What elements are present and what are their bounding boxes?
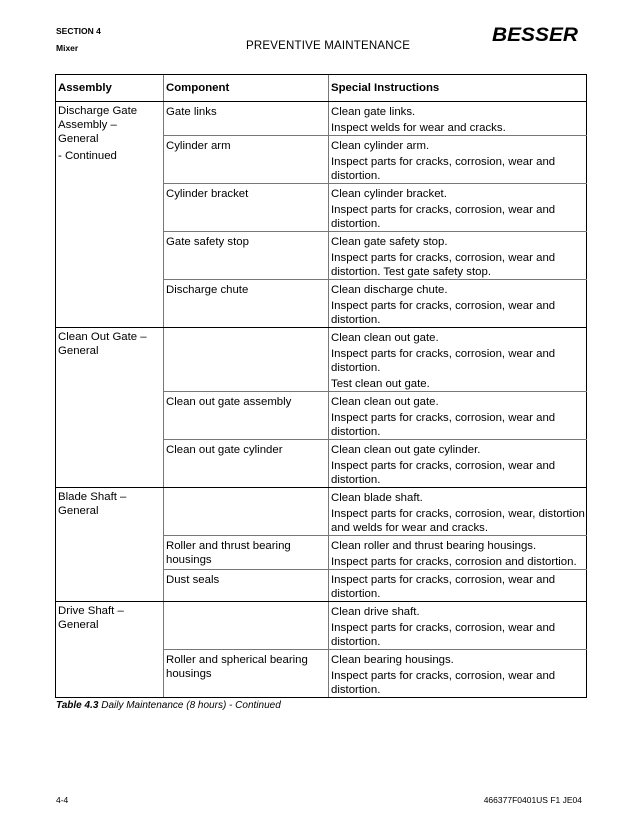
- instructions-cell: [329, 328, 587, 392]
- instructions-cell: [329, 102, 587, 136]
- assembly-line: Blade Shaft –: [58, 491, 127, 503]
- instruction-line: Clean bearing housings.: [331, 654, 454, 666]
- instruction-line: Test clean out gate.: [331, 378, 430, 390]
- column-header-component: Component: [164, 75, 329, 102]
- maintenance-table: [55, 74, 587, 698]
- instruction-line: Inspect parts for cracks, corrosion, wear and distortion.: [331, 300, 556, 326]
- instruction-line: Clean drive shaft.: [331, 606, 420, 618]
- table-row: [56, 602, 587, 650]
- component-cell: [164, 488, 329, 536]
- assembly-line: - Continued: [58, 150, 117, 162]
- column-header-assembly: Assembly: [56, 75, 164, 102]
- assembly-line: Drive Shaft –: [58, 605, 124, 617]
- component-cell: Gate safety stop: [164, 232, 329, 280]
- instructions-cell: [329, 280, 587, 328]
- instructions-cell: [329, 232, 587, 280]
- instruction-line: Inspect parts for cracks, corrosion, wear, distortion and welds for wear and cracks.: [331, 508, 585, 534]
- instructions-cell: [329, 602, 587, 650]
- component-cell: Cylinder bracket: [164, 184, 329, 232]
- component-cell: Clean out gate assembly: [164, 392, 329, 440]
- page-number: 4-4: [56, 795, 69, 805]
- assembly-line: Assembly –: [58, 119, 117, 131]
- instruction-line: Inspect parts for cracks, corrosion, wear and distortion.: [331, 670, 556, 696]
- instruction-line: Clean roller and thrust bearing housings.: [331, 540, 537, 552]
- instructions-cell: [329, 488, 587, 536]
- document-number: 466377F0401US F1 JE04: [483, 795, 582, 805]
- table-caption-text: Daily Maintenance (8 hours) - Continued: [98, 700, 281, 711]
- table-header-row: [56, 75, 587, 102]
- instructions-cell: [329, 184, 587, 232]
- assembly-line: Clean Out Gate –: [58, 331, 147, 343]
- table-caption-label: Table 4.3: [56, 700, 99, 711]
- instruction-line: Clean gate links.: [331, 106, 416, 118]
- instruction-line: Inspect parts for cracks, corrosion, wear and distortion.: [331, 574, 556, 600]
- instructions-cell: [329, 570, 587, 602]
- assembly-cell: [56, 102, 164, 328]
- assembly-line: Discharge Gate: [58, 105, 138, 117]
- instruction-line: Clean cylinder bracket.: [331, 188, 447, 200]
- section-subtitle: Mixer: [56, 43, 79, 53]
- column-header-instructions: Special Instructions: [329, 75, 587, 102]
- component-cell: Discharge chute: [164, 280, 329, 328]
- instruction-line: Clean discharge chute.: [331, 284, 448, 296]
- component-cell: Dust seals: [164, 570, 329, 602]
- assembly-cell: [56, 602, 164, 698]
- logo-wordmark: BESSER: [492, 25, 579, 44]
- assembly-cell: [56, 328, 164, 488]
- running-title: PREVENTIVE MAINTENANCE: [246, 40, 411, 52]
- instruction-line: Inspect parts for cracks, corrosion, wear and distortion. Test gate safety stop.: [331, 252, 556, 278]
- instruction-line: Clean gate safety stop.: [331, 236, 448, 248]
- assembly-line: General: [58, 345, 99, 357]
- table-caption: [56, 700, 281, 711]
- instructions-cell: [329, 136, 587, 184]
- component-cell: Roller and thrust bearing housings: [164, 536, 329, 570]
- assembly-line: General: [58, 505, 99, 517]
- component-cell: Cylinder arm: [164, 136, 329, 184]
- assembly-line: General: [58, 619, 99, 631]
- instructions-cell: [329, 392, 587, 440]
- component-cell: [164, 328, 329, 392]
- section-number: SECTION 4: [56, 26, 101, 36]
- instruction-line: Inspect parts for cracks, corrosion, wear and distortion.: [331, 204, 556, 230]
- instruction-line: Clean clean out gate.: [331, 332, 439, 344]
- instruction-line: Clean cylinder arm.: [331, 140, 430, 152]
- instruction-line: Inspect parts for cracks, corrosion, wear and distortion.: [331, 348, 556, 374]
- assembly-line: General: [58, 133, 99, 145]
- instruction-line: Clean clean out gate cylinder.: [331, 444, 481, 456]
- component-cell: Clean out gate cylinder: [164, 440, 329, 488]
- component-cell: Gate links: [164, 102, 329, 136]
- assembly-cell: [56, 488, 164, 602]
- instruction-line: Inspect parts for cracks, corrosion, wear and distortion.: [331, 156, 556, 182]
- instruction-line: Inspect parts for cracks, corrosion and distortion.: [331, 556, 577, 568]
- component-cell: [164, 602, 329, 650]
- instruction-line: Clean clean out gate.: [331, 396, 439, 408]
- instruction-line: Inspect welds for wear and cracks.: [331, 122, 506, 134]
- instructions-cell: [329, 650, 587, 698]
- instruction-line: Inspect parts for cracks, corrosion, wear and distortion.: [331, 460, 556, 486]
- instruction-line: Inspect parts for cracks, corrosion, wear and distortion.: [331, 412, 556, 438]
- besser-logo: [490, 24, 580, 44]
- instruction-line: Clean blade shaft.: [331, 492, 423, 504]
- instructions-cell: [329, 536, 587, 570]
- instructions-cell: [329, 440, 587, 488]
- table-row: [56, 102, 587, 136]
- component-cell: Roller and spherical bearing housings: [164, 650, 329, 698]
- table-row: [56, 328, 587, 392]
- table-row: [56, 488, 587, 536]
- instruction-line: Inspect parts for cracks, corrosion, wear and distortion.: [331, 622, 556, 648]
